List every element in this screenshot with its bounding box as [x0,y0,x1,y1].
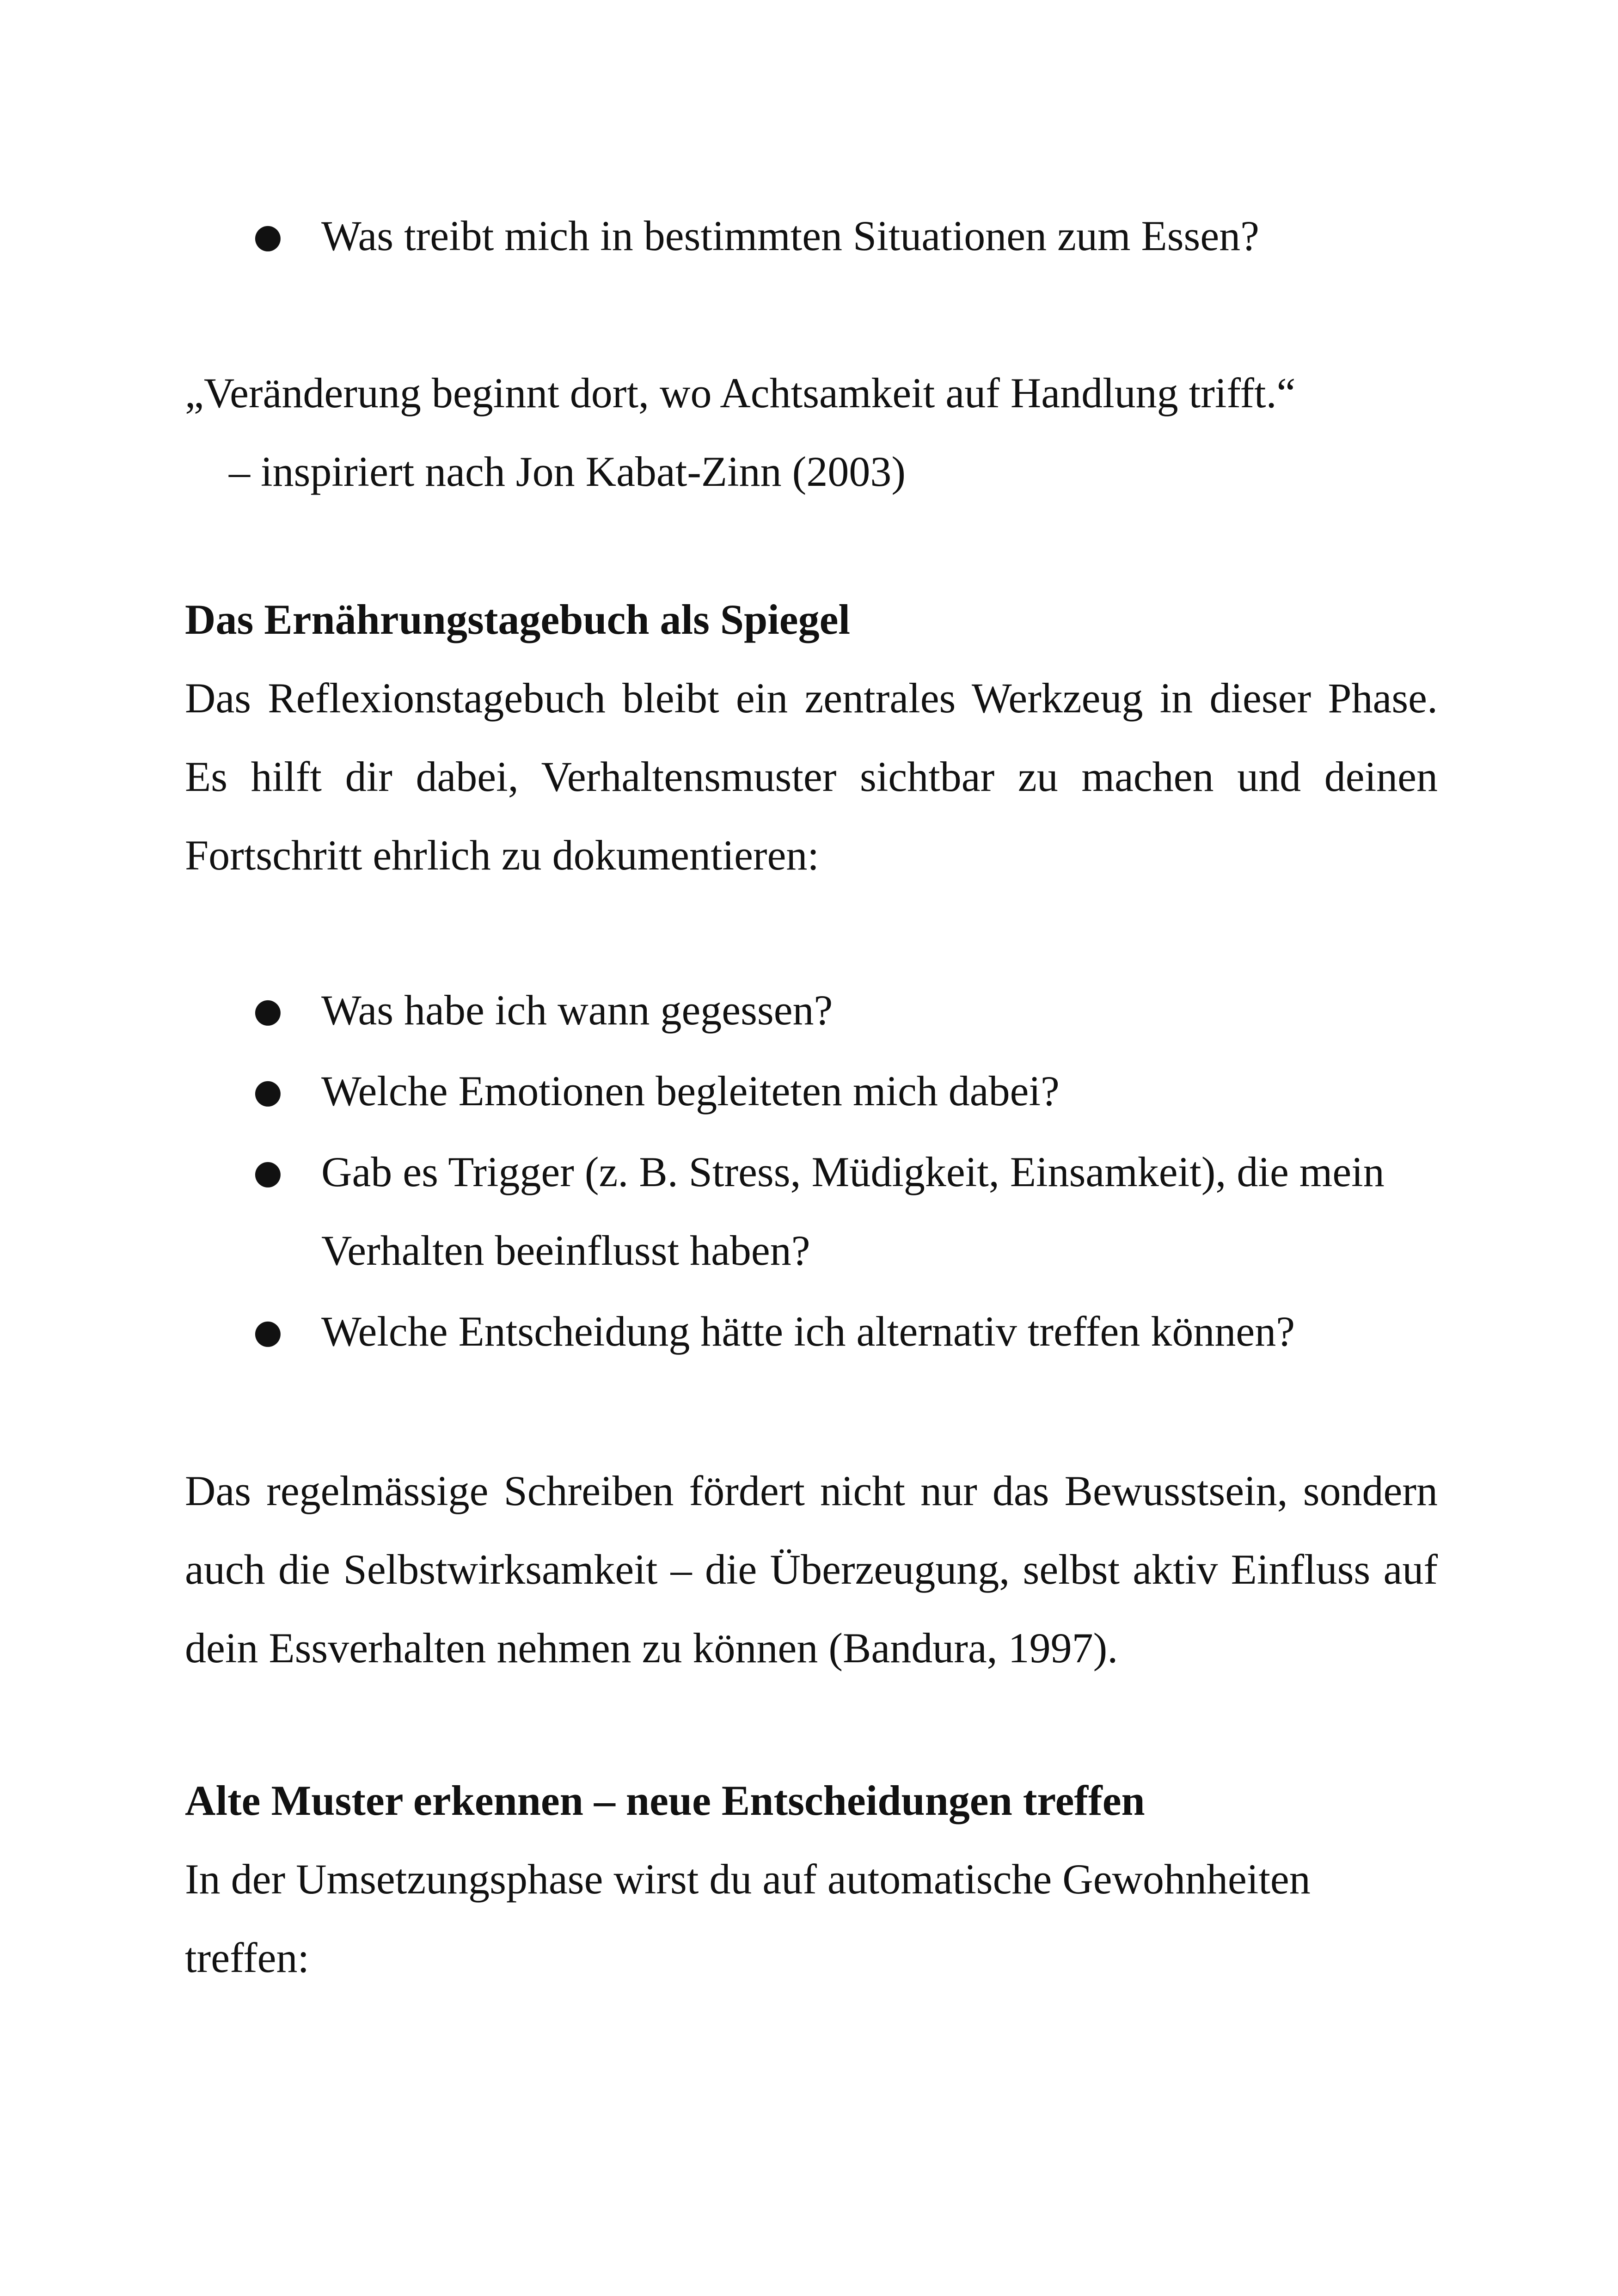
list-item-text: Welche Entscheidung hätte ich alternativ treffen können? [321,1308,1295,1355]
list-item-text: Gab es Trigger (z. B. Stress, Müdigkeit, Einsamkeit), die mein Verhalten beeinflusst haben? [321,1148,1385,1274]
list-item [185,196,1438,275]
quote-text: „Veränderung beginnt dort, wo Achtsamkeit auf Handlung trifft.“ [185,369,1296,416]
intro-bullet-list [185,196,1438,275]
paragraph-tagebuch: Das Reflexionstagebuch bleibt ein zentrales Werkzeug in dieser Phase. Es hilft dir dabei, Verhaltensmuster sichtbar zu machen und deinen Fortschritt ehrlich zu dokumentieren: [185,674,1438,879]
paragraph-muster: In der Umsetzungsphase wirst du auf automatische Gewohnheiten treffen: [185,1855,1311,1981]
section-heading-muster: Alte Muster erkennen – neue Entscheidungen treffen [185,1777,1145,1824]
list-item [185,971,1438,1049]
tagebuch-bullet-list [185,971,1438,1371]
quote-attribution: – inspiriert nach Jon Kabat-Zinn (2003) [229,448,906,495]
list-item-text: Welche Emotionen begleiteten mich dabei? [321,1067,1060,1114]
list-item-text: Was habe ich wann gegessen? [321,986,833,1034]
bullet-icon: ● [253,216,282,255]
list-item [185,1292,1438,1371]
list-item [185,1052,1438,1130]
list-item [185,1133,1438,1290]
bullet-icon: ● [253,991,282,1029]
list-item-text: Was treibt mich in bestimmten Situationen zum Essen? [321,212,1259,259]
bullet-icon: ● [253,1312,282,1351]
bullet-icon: ● [253,1152,282,1191]
bullet-icon: ● [253,1071,282,1110]
section-heading-tagebuch: Das Ernährungstagebuch als Spiegel [185,596,851,643]
paragraph-selbstwirksamkeit: Das regelmässige Schreiben fördert nicht nur das Bewusstsein, sondern auch die Selbstwirksamkeit – die Überzeugung, selbst aktiv Einfluss auf dein Essverhalten nehmen zu können (Bandura, 1997). [185,1467,1438,1671]
